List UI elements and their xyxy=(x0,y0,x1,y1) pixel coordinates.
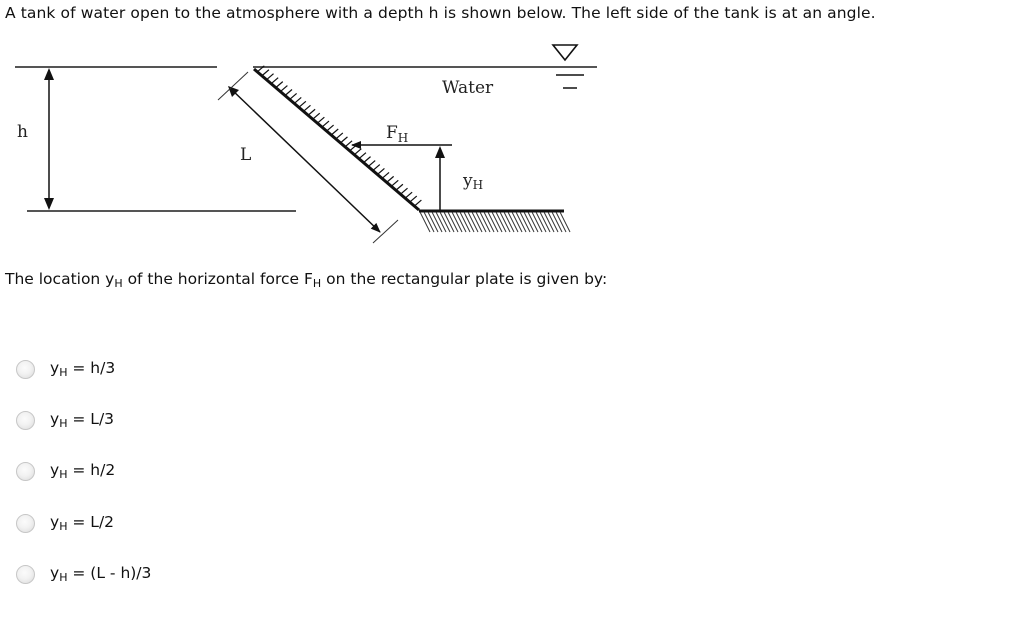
h-arrow-bottom-icon xyxy=(44,198,54,210)
radio-button[interactable] xyxy=(16,462,35,481)
h-arrow-top-icon xyxy=(44,68,54,80)
radio-button[interactable] xyxy=(16,411,35,430)
option-label: $y_H = h/2$ xyxy=(50,461,116,481)
option-label: $y_H = L/2$ xyxy=(50,513,115,533)
radio-button[interactable] xyxy=(16,360,35,379)
answer-option-4[interactable] xyxy=(16,510,316,536)
radio-button[interactable] xyxy=(16,565,35,584)
label-fh: $F_H$ xyxy=(386,123,409,145)
label-L: L xyxy=(240,145,252,165)
label-water: Water xyxy=(442,78,494,98)
radio-button[interactable] xyxy=(16,514,35,533)
tank-floor xyxy=(419,211,570,232)
option-label: $y_H = L/3$ xyxy=(50,410,115,430)
l-extension-bottom xyxy=(373,220,398,243)
answer-option-1[interactable] xyxy=(16,356,316,382)
label-h: h xyxy=(17,122,28,142)
question-prompt: The location $y_H$ of the horizontal force $F_H$ on the rectangular plate is given by: xyxy=(5,270,608,290)
option-label: $y_H = (L - h)/3$ xyxy=(50,564,152,584)
answer-option-2[interactable] xyxy=(16,407,316,433)
option-label: $y_H = h/3$ xyxy=(50,359,116,379)
answer-option-3[interactable] xyxy=(16,458,316,484)
yh-arrow-icon xyxy=(435,146,445,158)
question-intro: A tank of water open to the atmosphere with a depth h is shown below. The left side of the tank is at an angle. xyxy=(5,4,876,22)
tank-diagram xyxy=(0,36,620,256)
answer-option-5[interactable] xyxy=(16,561,316,587)
label-yh: yH xyxy=(463,171,484,192)
